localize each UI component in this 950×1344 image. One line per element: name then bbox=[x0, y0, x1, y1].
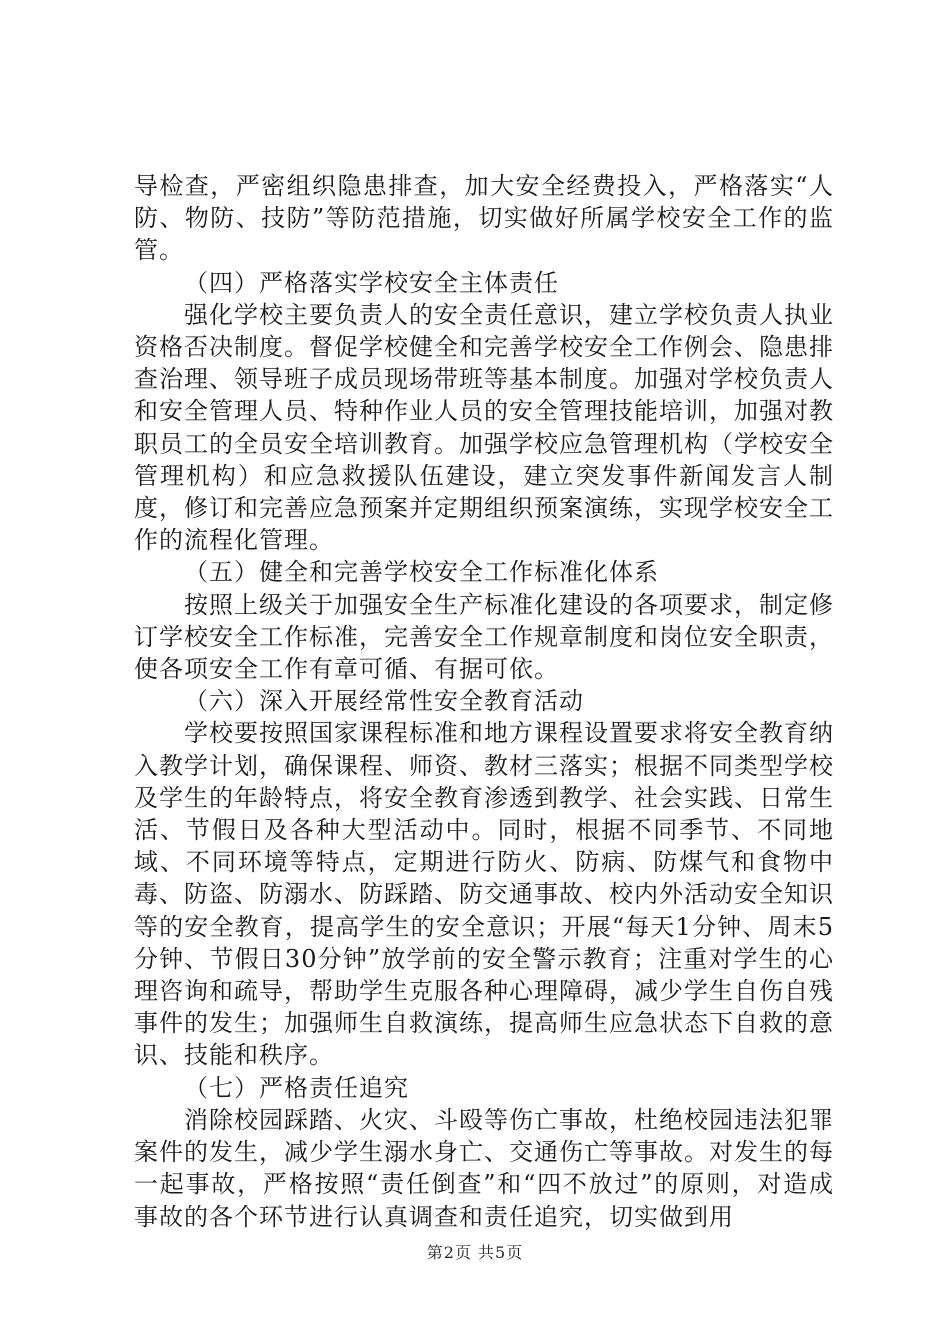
paragraph-continuation: 导检查，严密组织隐患排查，加大安全经费投入，严格落实“人防、物防、技防”等防范措施，切实做好所属学校安全工作的监管。 bbox=[134, 172, 834, 265]
paragraph-section-5: 按照上级关于加强安全生产标准化建设的各项要求，制定修订学校安全工作标准，完善安全工作规章制度和岗位安全职责，使各项安全工作有章可循、有据可依。 bbox=[134, 590, 834, 684]
section-heading-5: （五）健全和完善学校安全工作标准化体系 bbox=[184, 558, 659, 587]
section-heading-6: （六）深入开展经常性安全教育活动 bbox=[184, 687, 584, 716]
document-body bbox=[134, 170, 834, 1233]
paragraph-section-7: 消除校园踩踏、火灾、斗殴等伤亡事故，杜绝校园违法犯罪案件的发生，减少学生溺水身亡、交通伤亡等事故。对发生的每一起事故，严格按照“责任倒查”和“四不放过”的原则，对造成事故的各个环节进行认真调查和责任追究，切实做到用 bbox=[134, 1105, 834, 1231]
paragraph-section-6: 学校要按照国家课程标准和地方课程设置要求将安全教育纳入教学计划，确保课程、师资、教材三落实；根据不同类型学校及学生的年龄特点，将安全教育渗透到教学、社会实践、日常生活、节假日及各种大型活动中。同时，根据不同季节、不同地域、不同环境等特点，定期进行防火、防病、防煤气和食物中毒、防盗、防溺水、防踩踏、防交通事故、校内外活动安全知识等的安全教育，提高学生的安全意识；开展“每天1分钟、周末5分钟、节假日30分钟”放学前的安全警示教育；注重对学生的心理咨询和疏导，帮助学生克服各种心理障碍，减少学生自伤自残事件的发生；加强师生自救演练，提高师生应急状态下自救的意识、技能和秩序。 bbox=[134, 719, 834, 1070]
page-number-footer: 第2页 共5页 bbox=[426, 1243, 524, 1262]
paragraph-section-4: 强化学校主要负责人的安全责任意识，建立学校负责人执业资格否决制度。督促学校健全和完善学校安全工作例会、隐患排查治理、领导班子成员现场带班等基本制度。加强对学校负责人和安全管理人员、特种作业人员的安全管理技能培训，加强对教职员工的全员安全培训教育。加强学校应急管理机构（学校安全管理机构）和应急救援队伍建设，建立突发事件新闻发言人制度，修订和完善应急预案并定期组织预案演练，实现学校安全工作的流程化管理。 bbox=[134, 300, 834, 555]
section-heading-4: （四）严格落实学校安全主体责任 bbox=[184, 268, 559, 297]
section-heading-7: （七）严格责任追究 bbox=[184, 1073, 409, 1102]
